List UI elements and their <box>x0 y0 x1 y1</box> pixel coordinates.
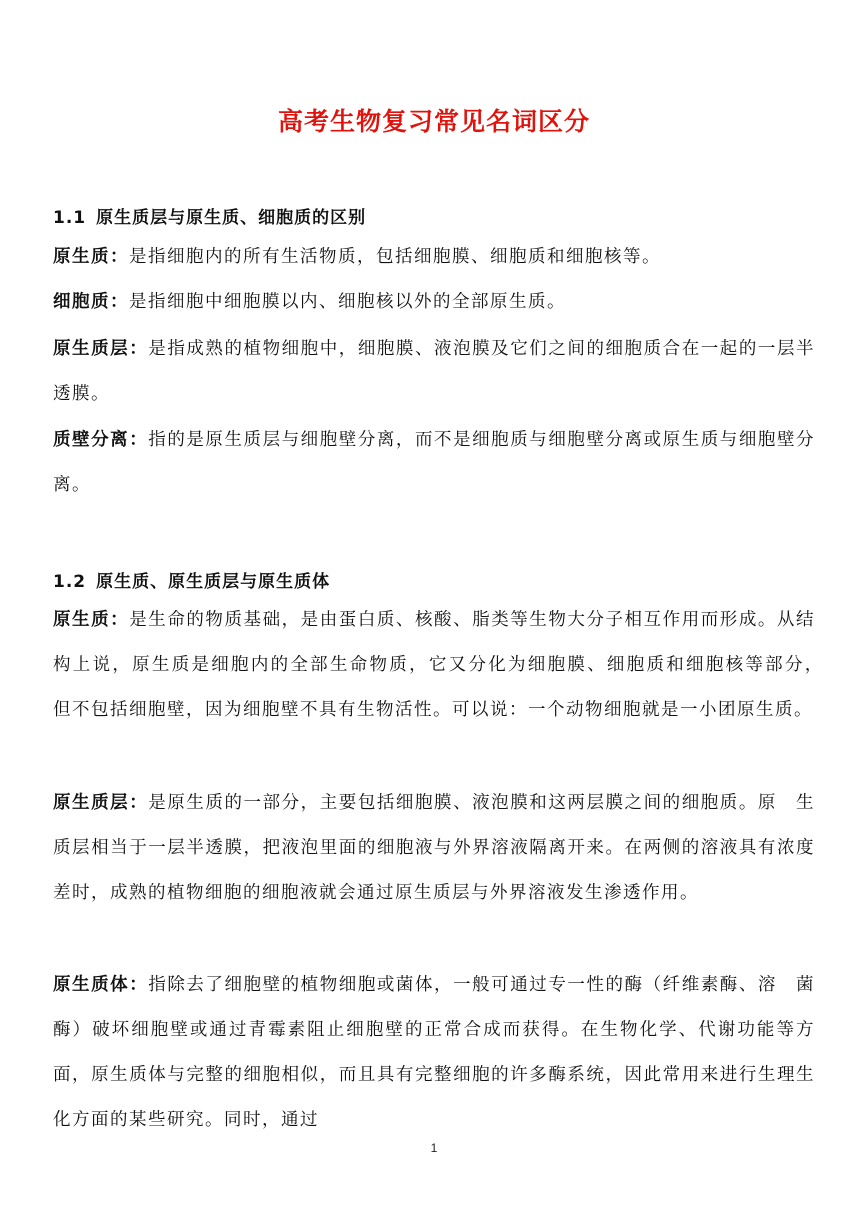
paragraph-plasmolysis <box>53 418 815 508</box>
paragraph-protoplasm-1 <box>53 235 815 280</box>
section-title: 原生质、原生质层与原生质体 <box>96 572 331 592</box>
definition-text: 是指细胞中细胞膜以内、细胞核以外的全部原生质。 <box>129 292 566 312</box>
document-title: 高考生物复习常见名词区分 <box>277 107 590 136</box>
definition-text: 是原生质的一部分，主要包括细胞膜、液泡膜和这两层膜之间的细胞质。原 生质层相当于一层半透膜，把液泡里面的细胞液与外界溶液隔离开来。在两侧的溶液具有浓度差时，成熟的植物细胞的细胞液就会通过原生质层与外界溶液发生渗透作用。 <box>53 793 816 903</box>
paragraph-cytoplasm <box>53 280 815 325</box>
section-title: 原生质层与原生质、细胞质的区别 <box>96 208 367 228</box>
definition-text: 是生命的物质基础，是由蛋白质、核酸、脂类等生物大分子相互作用而形成。从结构上说，原生质是细胞内的全部生命物质，它又分化为细胞膜、细胞质和细胞核等部分， 但不包括细胞壁，因为细胞壁不具有生物活性。可以说：一个动物细胞就是一小团原生质。 <box>53 610 834 720</box>
paragraph-protoplast <box>53 963 815 1143</box>
term-label: 原生质： <box>53 610 130 630</box>
term-label: 细胞质： <box>53 292 129 312</box>
definition-text: 是指成熟的植物细胞中，细胞膜、液泡膜及它们之间的细胞质合在一起的一层半透膜。 <box>53 339 816 404</box>
term-label: 质壁分离： <box>53 430 149 450</box>
section-heading-1-2 <box>53 567 330 592</box>
paragraph-protoplast-layer-1 <box>53 327 815 417</box>
definition-text: 是指细胞内的所有生活物质，包括细胞膜、细胞质和细胞核等。 <box>129 247 661 267</box>
term-label: 原生质： <box>53 247 129 267</box>
section-number: 1.1 <box>53 208 87 228</box>
term-label: 原生质层： <box>53 793 149 813</box>
paragraph-protoplast-layer-2 <box>53 781 815 916</box>
page-number: 1 <box>430 1141 438 1155</box>
paragraph-protoplasm-2 <box>53 598 834 733</box>
section-number: 1.2 <box>53 572 87 592</box>
section-heading-1-1 <box>53 203 366 228</box>
definition-text: 指的是原生质层与细胞壁分离，而不是细胞质与细胞壁分离或原生质与细胞壁分离。 <box>53 430 816 495</box>
term-label: 原生质层： <box>53 339 149 359</box>
term-label: 原生质体： <box>53 975 149 995</box>
definition-text: 指除去了细胞壁的植物细胞或菌体，一般可通过专一性的酶（纤维素酶、溶 菌酶）破坏细胞壁或通过青霉素阻止细胞壁的正常合成而获得。在生物化学、代谢功能等方面，原生质体与完整的细胞相似，而且具有完整细胞的许多酶系统，因此常用来进行生理生化方面的某些研究。同时，通过 <box>53 975 816 1130</box>
